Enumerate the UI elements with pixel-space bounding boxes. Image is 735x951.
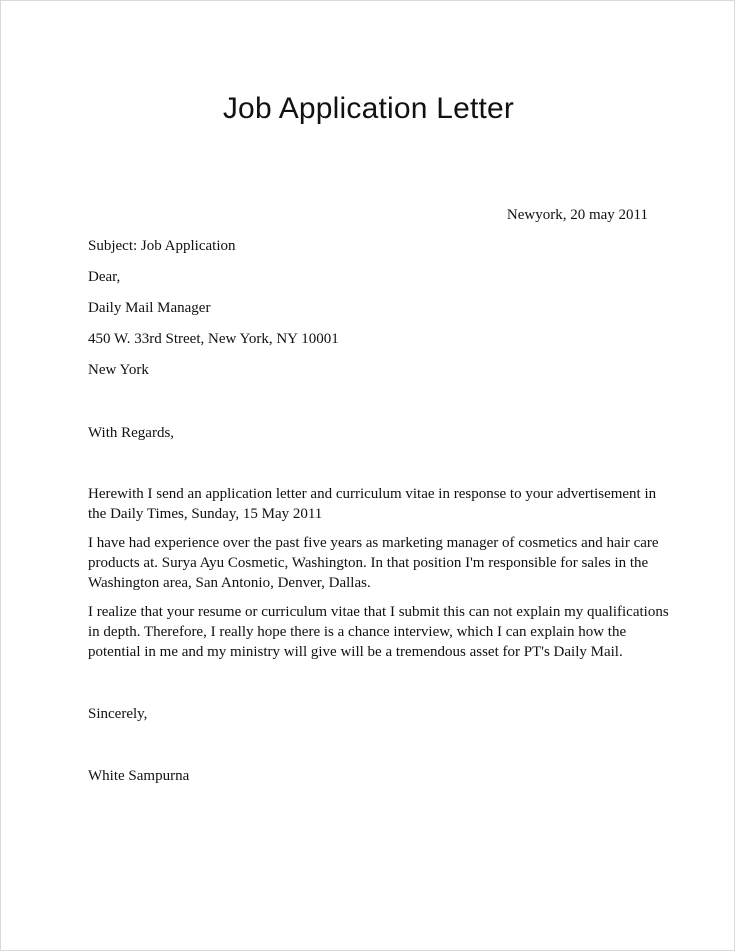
signature-name: White Sampurna [88, 768, 190, 784]
letter-title: Job Application Letter [222, 92, 515, 125]
recipient-name: Daily Mail Manager [88, 300, 211, 316]
paragraph-line: I have had experience over the past five years as marketing manager of cosmetics and hair care [88, 535, 659, 551]
body-paragraph-3 [88, 602, 669, 662]
body-paragraph-2 [88, 533, 659, 593]
regards-line: With Regards, [88, 425, 175, 441]
paragraph-line: potential in me and my ministry will give will be a tremendous asset for PT's Daily Mail. [88, 644, 623, 660]
body-paragraph-1 [88, 484, 657, 524]
paragraph-line: the Daily Times, Sunday, 15 May 2011 [88, 506, 323, 522]
subject-line: Subject: Job Application [88, 238, 236, 254]
salutation: Dear, [88, 269, 121, 285]
letter-date: Newyork, 20 may 2011 [506, 207, 648, 223]
recipient-address: 450 W. 33rd Street, New York, NY 10001 [88, 331, 339, 347]
paragraph-line: Herewith I send an application letter and curriculum vitae in response to your advertisement in [88, 486, 657, 502]
paragraph-line: in depth. Therefore, I really hope there is a chance interview, which I can explain how the [88, 624, 627, 640]
closing-line: Sincerely, [88, 706, 148, 722]
paragraph-line: products at. Surya Ayu Cosmetic, Washington. In that position I'm responsible for sales in the [88, 555, 649, 571]
recipient-city: New York [88, 362, 149, 378]
paragraph-line: Washington area, San Antonio, Denver, Dallas. [88, 575, 371, 591]
paragraph-line: I realize that your resume or curriculum vitae that I submit this can not explain my qualifications [88, 604, 669, 620]
